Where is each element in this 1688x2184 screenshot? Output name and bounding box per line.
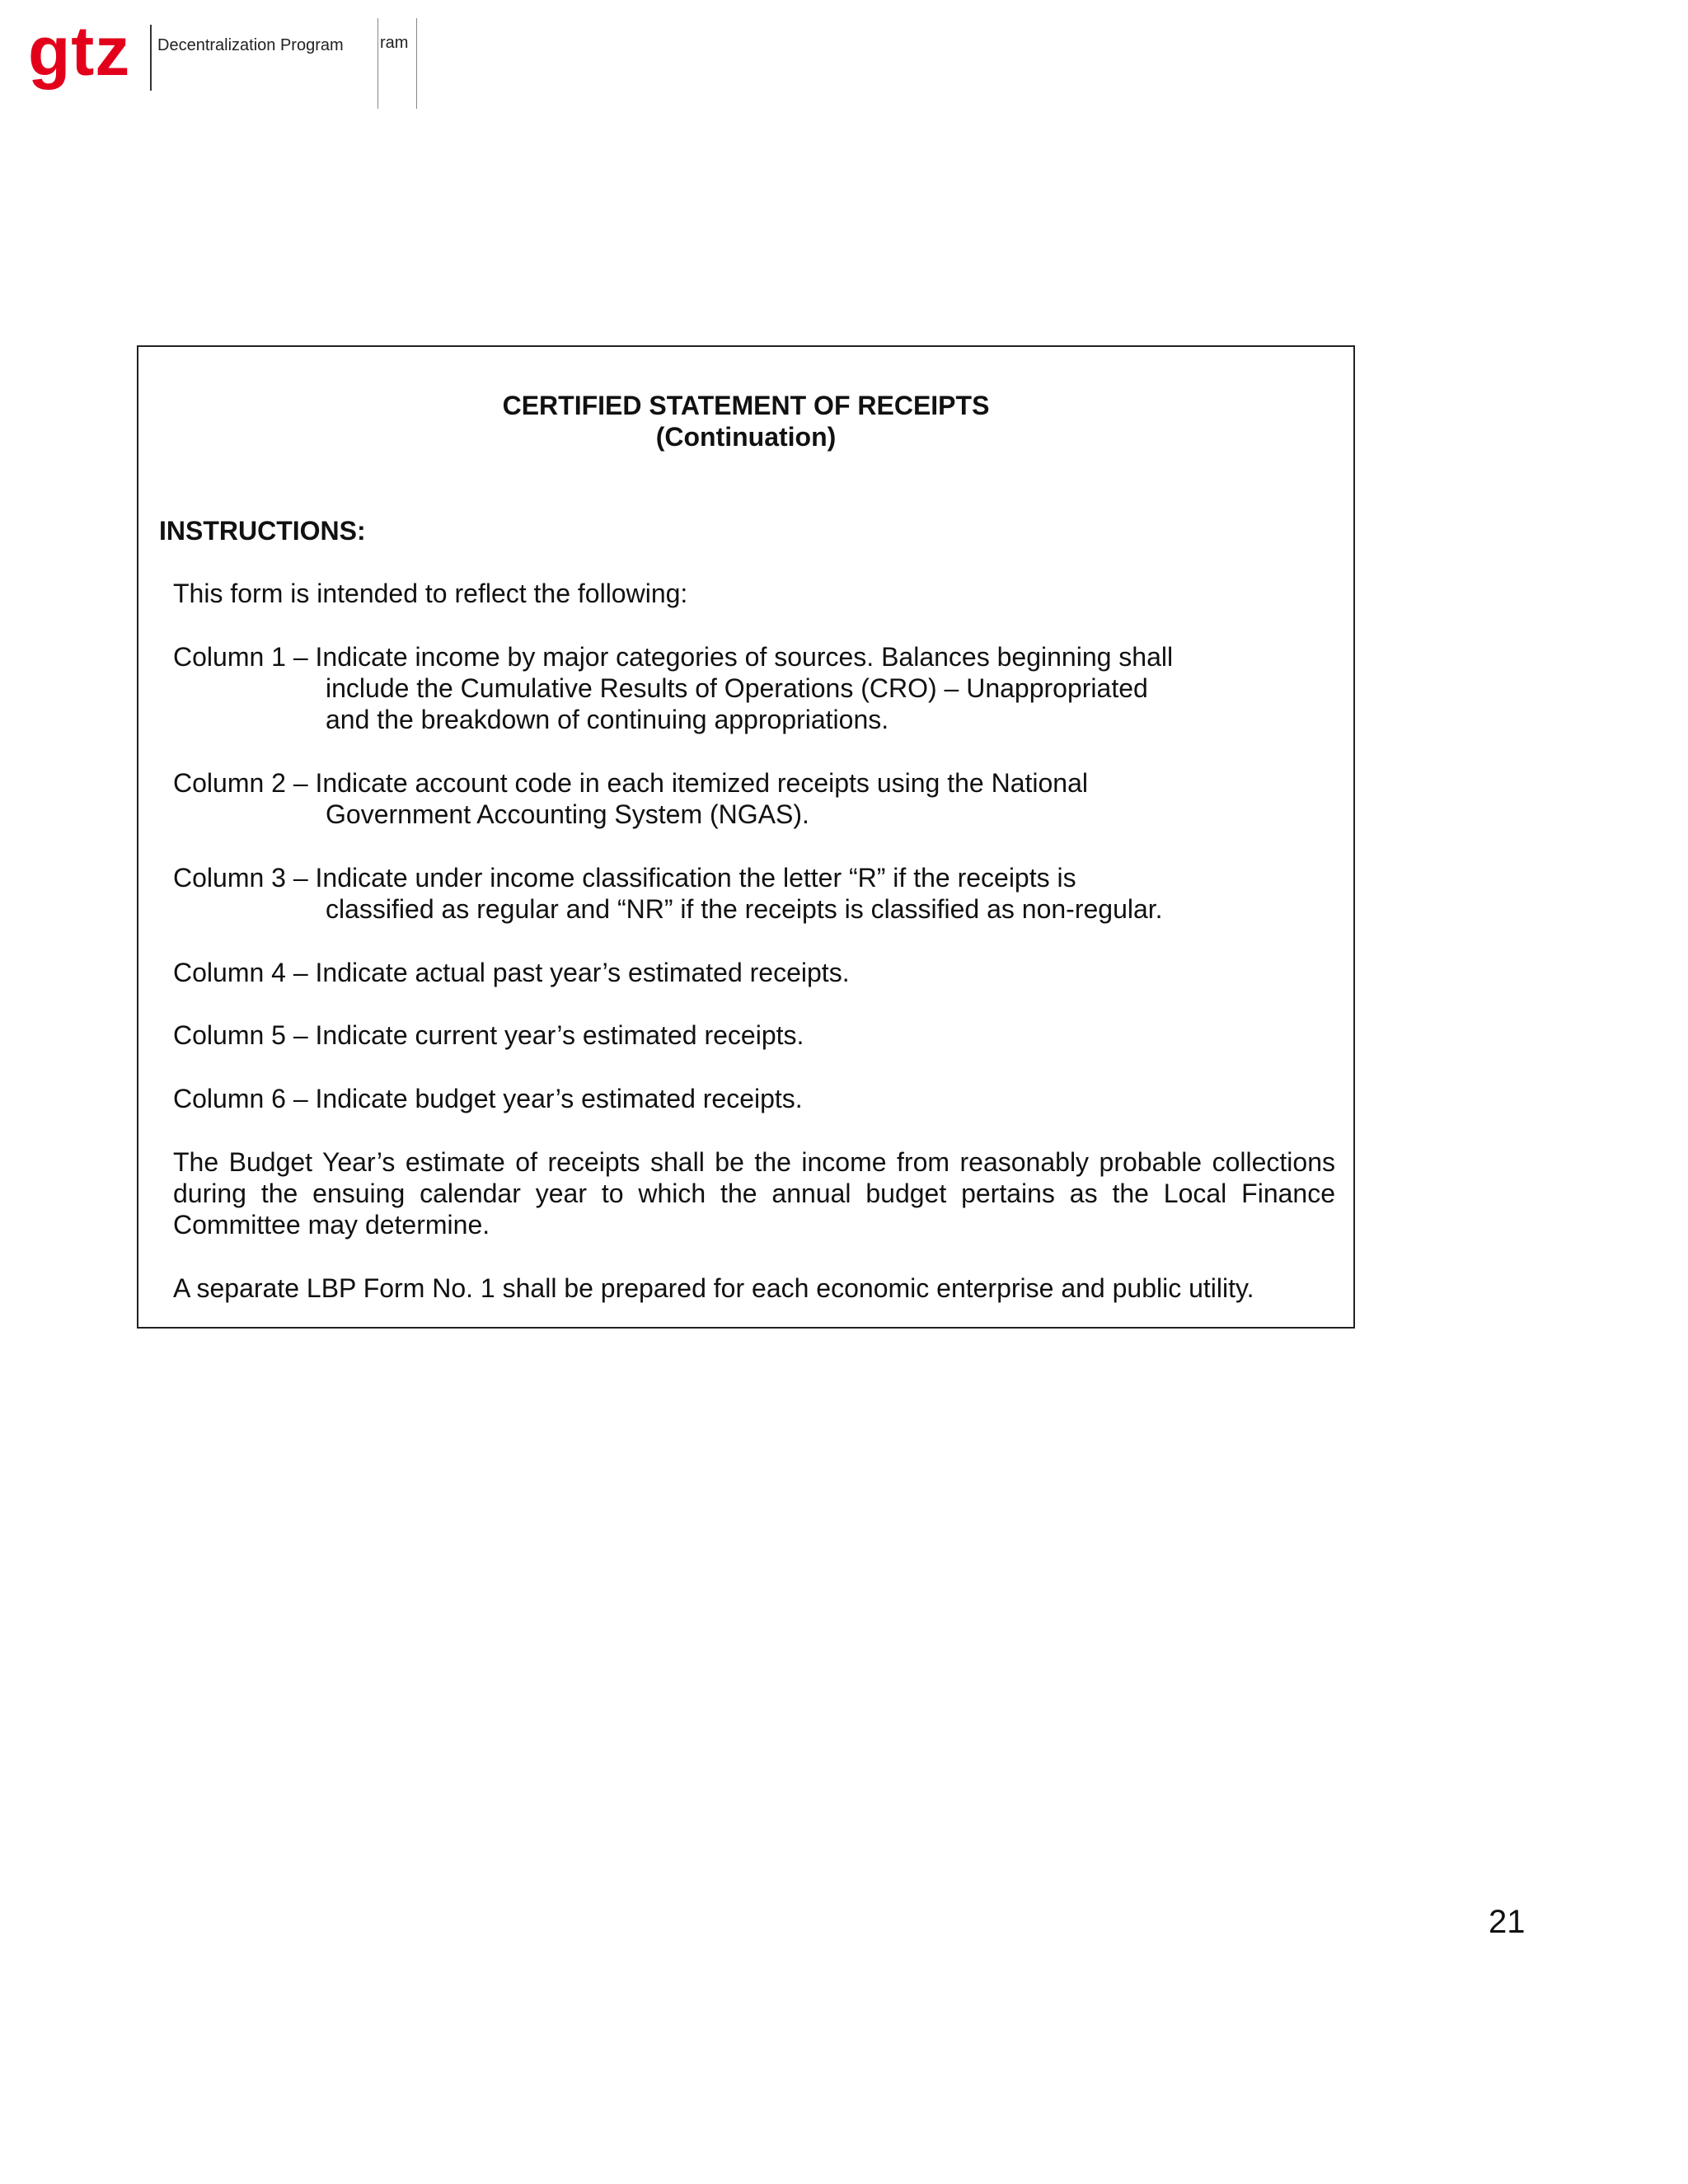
instructions-heading: INSTRUCTIONS: [159,516,366,546]
col1-line3: and the breakdown of continuing appropriations. [326,705,889,734]
budget-year-paragraph: The Budget Year’s estimate of receipts shall be the income from reasonably probable collections during the ensuing calendar year to which the annual budget pertains as the Local Finance Committee may determine. [173,1147,1335,1240]
col1-line1: Column 1 – Indicate income by major categories of sources. Balances beginning shall [173,642,1174,672]
column-3-instruction [173,862,1327,925]
column-5-instruction: Column 5 – Indicate current year’s estimated receipts. [173,1020,804,1050]
col2-line2: Government Accounting System (NGAS). [326,799,809,829]
page-number: 21 [1489,1904,1526,1940]
col2-line1: Column 2 – Indicate account code in each itemized receipts using the National [173,768,1088,798]
instructions-box [137,345,1355,1329]
program-name: Decentralization Program [157,36,344,54]
column-1-instruction [173,641,1327,735]
col3-line2: classified as regular and “NR” if the receipts is classified as non-regular. [326,894,1163,924]
header-divider [150,25,152,91]
header-divider-3 [416,18,417,109]
subtitle-text: (Continuation) [655,422,837,452]
column-2-instruction [173,767,1327,830]
intro-text: This form is intended to reflect the following: [173,579,688,608]
column-4-instruction: Column 4 – Indicate actual past year’s estimated receipts. [173,958,850,987]
title-text: CERTIFIED STATEMENT OF RECEIPTS [502,391,990,420]
col1-line2: include the Cumulative Results of Operations (CRO) – Unappropriated [326,673,1148,703]
gtz-logo: gtz [28,12,131,90]
header-divider-2 [377,18,378,109]
page-header [0,0,462,115]
separate-form-paragraph: A separate LBP Form No. 1 shall be prepared for each economic enterprise and public utility. [173,1273,1254,1303]
document-title [138,390,1353,452]
program-name-fragment: ram [380,34,409,52]
col3-line1: Column 3 – Indicate under income classification the letter “R” if the receipts is [173,863,1076,893]
column-6-instruction: Column 6 – Indicate budget year’s estimated receipts. [173,1084,803,1113]
